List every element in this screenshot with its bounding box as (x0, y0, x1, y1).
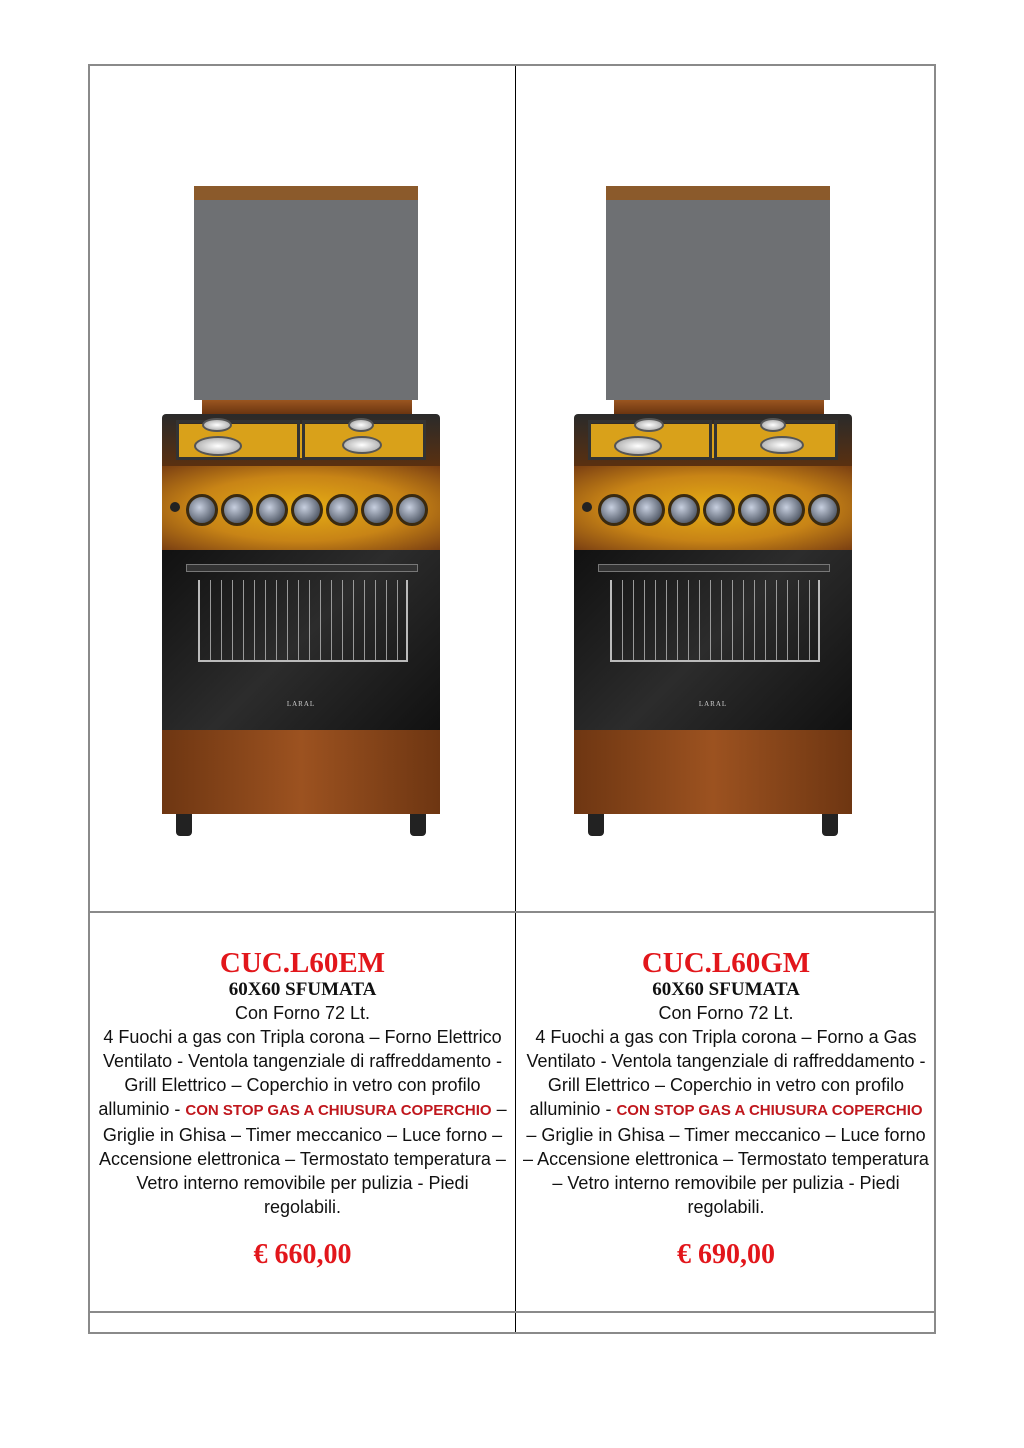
knob (361, 494, 393, 526)
burner (760, 418, 786, 432)
knob (326, 494, 358, 526)
knob (738, 494, 770, 526)
burner (760, 436, 804, 454)
product-info-cell-2 (516, 913, 936, 1311)
adjustable-foot (822, 814, 838, 836)
lid-profile (194, 186, 418, 200)
knob (186, 494, 218, 526)
stove-image (162, 186, 442, 876)
product-subtitle: 60X60 SFUMATA (652, 979, 800, 1000)
burner (348, 418, 374, 432)
product-image-cell-2 (516, 66, 936, 911)
knob (256, 494, 288, 526)
glass-lid (606, 200, 830, 400)
burner-triple-crown (194, 436, 242, 456)
knob (221, 494, 253, 526)
brand-logo: LARAL (698, 700, 728, 708)
stop-gas-highlight: CON STOP GAS A CHIUSURA COPERCHIO (616, 1102, 923, 1119)
control-panel (162, 466, 440, 550)
product-price: € 660,00 (253, 1239, 352, 1270)
knob (598, 494, 630, 526)
oven-door (162, 550, 440, 730)
product-capacity: Con Forno 72 Lt. (234, 1003, 371, 1023)
oven-door (574, 550, 852, 730)
knob (396, 494, 428, 526)
product-price: € 690,00 (677, 1239, 775, 1270)
stove-image (574, 186, 854, 876)
knob (773, 494, 805, 526)
burner (202, 418, 232, 432)
knob (808, 494, 840, 526)
product-info-cell-1 (90, 913, 515, 1311)
stop-gas-highlight: CON STOP GAS A CHIUSURA COPERCHIO (185, 1102, 492, 1119)
burner (634, 418, 664, 432)
oven-rack (610, 580, 820, 662)
lid-profile (606, 186, 830, 200)
adjustable-foot (176, 814, 192, 836)
hob (162, 414, 440, 466)
knob (703, 494, 735, 526)
storage-drawer (574, 730, 852, 814)
row-divider-bottom (90, 1311, 934, 1313)
lid-hinge (202, 400, 412, 414)
oven-rack (198, 580, 408, 662)
knob (291, 494, 323, 526)
door-handle (186, 564, 418, 572)
burner-triple-crown (614, 436, 662, 456)
hob (574, 414, 852, 466)
product-description: 4 Fuochi a gas con Tripla corona – Forno Elettrico Ventilato - Ventola tangenziale di raffreddamento - Grill Elettrico – Coperchio in vetro con profilo alluminio - CON STOP GAS A CHIUSURA COPERCHIO – Griglie in Ghisa – Timer meccanico – Luce forno – Accensione elettronica – Termostato temperatura – Vetro interno removibile per pulizia - Piedi regolabili. (98, 1027, 507, 1217)
adjustable-foot (588, 814, 604, 836)
product-table (88, 64, 936, 1334)
door-handle (598, 564, 830, 572)
product-subtitle: 60X60 SFUMATA (228, 979, 377, 1000)
model-code: CUC.L60EM (219, 947, 386, 979)
burner (342, 436, 382, 454)
product-description: 4 Fuochi a gas con Tripla corona – Forno a Gas Ventilato - Ventola tangenziale di raffreddamento - Grill Elettrico – Coperchio in vetro con profilo alluminio - CON STOP GAS A CHIUSURA COPERCHIO – Griglie in Ghisa – Timer meccanico – Luce forno – Accensione elettronica – Termostato temperatura – Vetro interno removibile per pulizia - Piedi regolabili. (523, 1027, 929, 1217)
product-capacity: Con Forno 72 Lt. (658, 1003, 794, 1023)
knob (633, 494, 665, 526)
knob (668, 494, 700, 526)
brand-logo: LARAL (286, 700, 316, 708)
ignition-button (582, 502, 592, 512)
ignition-button (170, 502, 180, 512)
adjustable-foot (410, 814, 426, 836)
glass-lid (194, 200, 418, 400)
control-panel (574, 466, 852, 550)
lid-hinge (614, 400, 824, 414)
storage-drawer (162, 730, 440, 814)
product-image-cell-1 (90, 66, 515, 911)
model-code: CUC.L60GM (641, 947, 811, 979)
